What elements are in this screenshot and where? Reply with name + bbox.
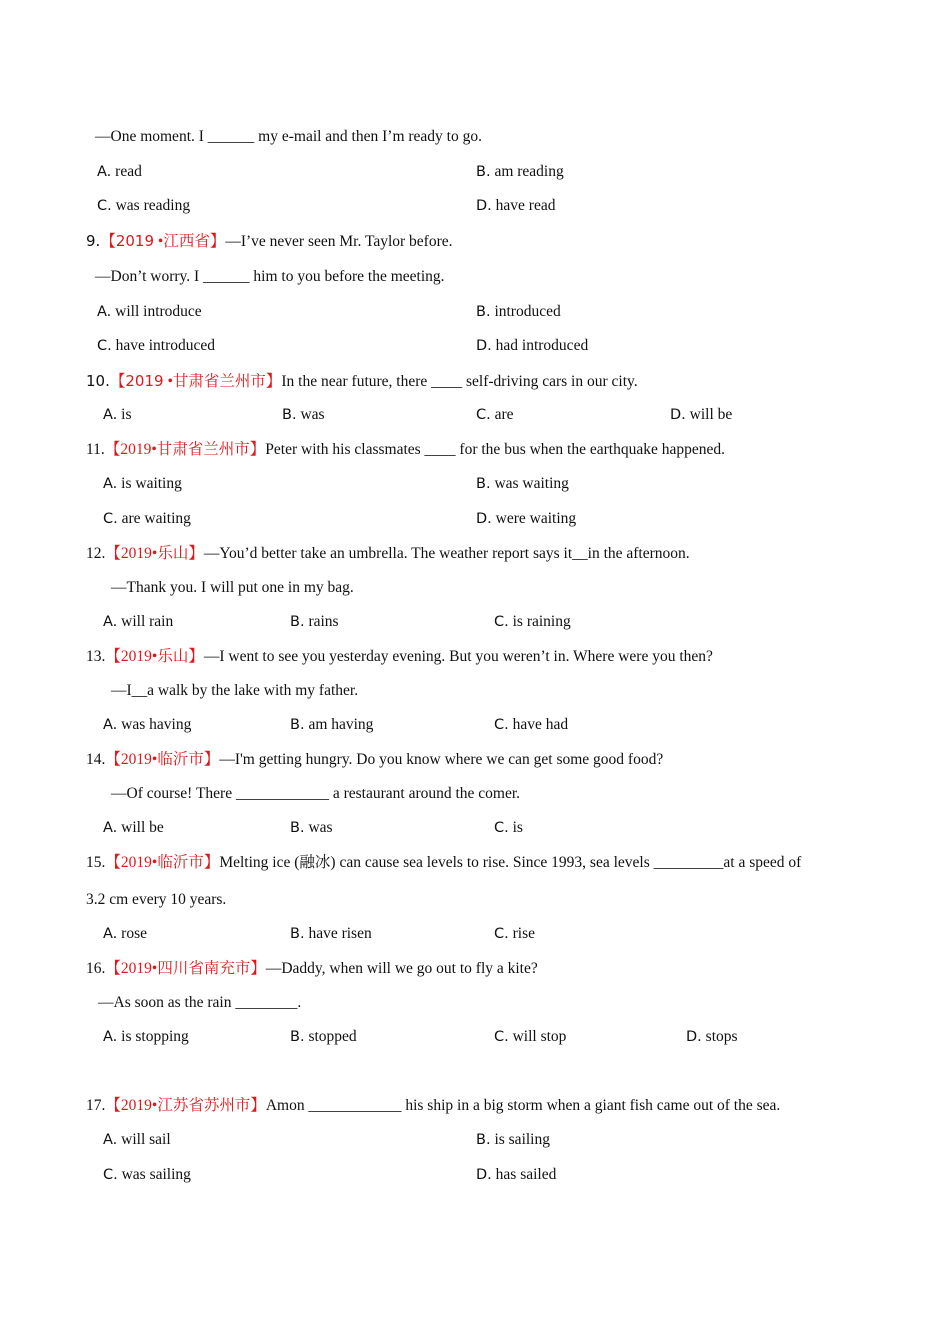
option-d: D. stops <box>686 1028 738 1045</box>
option-b: B. have risen <box>290 925 372 942</box>
question-12-line-2: —Thank you. I will put one in my bag. <box>111 579 354 596</box>
option-b: B. introduced <box>476 303 561 320</box>
option-c: C. was sailing <box>103 1166 191 1183</box>
question-10-stem: 10.【2019 •甘肃省兰州市】In the near future, there ____ self-driving cars in our city. <box>86 372 638 390</box>
option-d: D. were waiting <box>476 510 577 527</box>
option-a: A. will introduce <box>97 303 202 320</box>
source-tag: 【2019 •甘肃省兰州市】 <box>109 372 282 390</box>
question-number: 17. <box>86 1097 106 1114</box>
question-13-stem: 13.【2019•乐山】—I went to see you yesterday evening. But you weren’t in. Where were you then? <box>86 648 713 665</box>
source-tag: 【2019•临沂市】 <box>105 854 220 871</box>
question-16-line-2: —As soon as the rain ________. <box>98 994 302 1011</box>
option-d: D. will be <box>670 406 733 423</box>
question-12-stem: 12.【2019•乐山】—You’d better take an umbrella. The weather report says it__in the afternoon. <box>86 545 690 562</box>
source-tag: 【2019•乐山】 <box>105 648 204 665</box>
option-a: A. will rain <box>103 613 174 630</box>
question-13-line-2: —I__a walk by the lake with my father. <box>111 682 359 699</box>
question-number: 10. <box>86 372 110 390</box>
option-a: A. was having <box>103 716 192 733</box>
option-c: C. are <box>476 406 514 423</box>
option-c: C. have had <box>494 716 569 733</box>
question-number: 12. <box>86 545 106 562</box>
option-d: D. has sailed <box>476 1166 557 1183</box>
option-b: B. was <box>282 406 325 423</box>
option-c: C. is <box>494 819 523 836</box>
option-b: B. am reading <box>476 163 564 180</box>
option-d: D. have read <box>476 197 556 214</box>
option-c: C. was reading <box>97 197 191 214</box>
option-c: C. have introduced <box>97 337 216 354</box>
option-c: C. are waiting <box>103 510 191 527</box>
question-15-line-2: 3.2 cm every 10 years. <box>86 891 227 908</box>
question-9-stem: 9.【2019 •江西省】—I’ve never seen Mr. Taylor before. <box>86 232 453 250</box>
source-tag: 【2019•江苏省苏州市】 <box>105 1097 266 1114</box>
question-17-stem: 17.【2019•江苏省苏州市】Amon ____________ his ship in a big storm when a giant fish came out of the sea. <box>86 1097 781 1114</box>
option-b: B. stopped <box>290 1028 357 1045</box>
question-14-stem: 14.【2019•临沂市】—I'm getting hungry. Do you know where we can get some good food? <box>86 751 664 768</box>
option-c: C. is raining <box>494 613 571 630</box>
option-a: A. will sail <box>103 1131 171 1148</box>
source-tag: 【2019•甘肃省兰州市】 <box>104 441 266 458</box>
option-b: B. is sailing <box>476 1131 550 1148</box>
question-number: 16. <box>86 960 106 977</box>
option-a: A. read <box>97 163 142 180</box>
option-a: A. is waiting <box>103 475 182 492</box>
question-14-line-2: —Of course! There ____________ a restaurant around the comer. <box>111 785 521 802</box>
source-tag: 【2019•临沂市】 <box>105 751 220 768</box>
question-15-stem: 15.【2019•临沂市】Melting ice (融冰) can cause sea levels to rise. Since 1993, sea levels _________at a speed of <box>86 854 802 871</box>
question-number: 13. <box>86 648 106 665</box>
option-b: B. am having <box>290 716 374 733</box>
option-c: C. rise <box>494 925 535 942</box>
option-c: C. will stop <box>494 1028 567 1045</box>
option-a: A. rose <box>103 925 147 942</box>
question-11-stem: 11.【2019•甘肃省兰州市】Peter with his classmates ____ for the bus when the earthquake happened. <box>86 441 725 458</box>
question-number: 11. <box>86 441 105 458</box>
option-b: B. rains <box>290 613 339 630</box>
option-b: B. was waiting <box>476 475 569 492</box>
option-a: A. will be <box>103 819 164 836</box>
question-9-line-2: —Don’t worry. I ______ him to you before the meeting. <box>95 268 445 285</box>
question-number: 14. <box>86 751 106 768</box>
question-16-stem: 16.【2019•四川省南充市】—Daddy, when will we go out to fly a kite? <box>86 960 538 977</box>
question-8-line-1: —One moment. I ______ my e-mail and then I’m ready to go. <box>95 128 482 145</box>
question-number: 15. <box>86 854 106 871</box>
option-a: A. is <box>103 406 132 423</box>
source-tag: 【2019 •江西省】 <box>100 232 226 250</box>
option-a: A. is stopping <box>103 1028 189 1045</box>
source-tag: 【2019•乐山】 <box>105 545 204 562</box>
source-tag: 【2019•四川省南充市】 <box>105 960 266 977</box>
question-number: 9. <box>86 232 101 250</box>
option-d: D. had introduced <box>476 337 589 354</box>
option-b: B. was <box>290 819 333 836</box>
